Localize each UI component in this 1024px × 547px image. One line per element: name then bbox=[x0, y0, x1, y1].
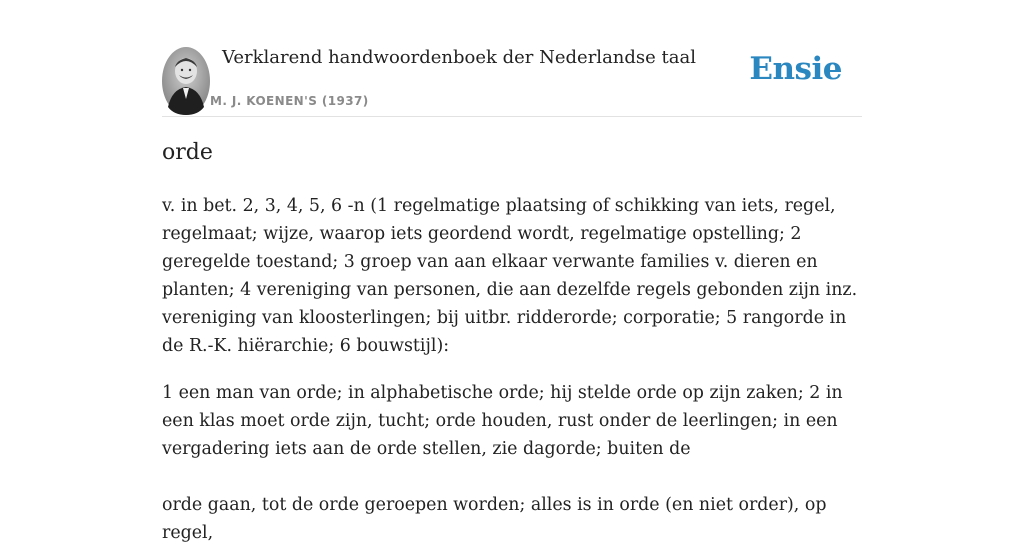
dictionary-title: Verklarend handwoordenboek der Nederlandse taal bbox=[222, 47, 696, 68]
dictionary-author: M. J. KOENEN'S (1937) bbox=[210, 94, 369, 108]
brand-logo-link[interactable]: Ensie bbox=[749, 51, 842, 87]
entry-examples-continued: orde gaan, tot de orde geroepen worden; alles is in orde (en niet order), op regel, bbox=[162, 495, 827, 543]
entry-definition-paragraph: v. in bet. 2, 3, 4, 5, 6 -n (1 regelmatige plaatsing of schikking van iets, regel, regelmaat; wijze, waarop iets geordend wordt, regelmatige opstelling; 2 geregelde toestand; 3 groep van aan elkaar verwante families v. dieren en planten; 4 vereniging van personen, die aan dezelfde regels gebonden zijn inz. vereniging van kloosterlingen; bij uitbr. ridderorde; corporatie; 5 rangorde in de R.-K. hiërarchie; 6 bouwstijl): bbox=[162, 196, 858, 356]
dictionary-header bbox=[162, 44, 862, 117]
author-portrait-icon bbox=[162, 47, 210, 115]
entry-examples-paragraph bbox=[162, 379, 862, 547]
entry-headword: orde bbox=[162, 140, 213, 165]
entry-examples-text: 1 een man van orde; in alphabetische orde; hij stelde orde op zijn zaken; 2 in een klas moet orde zijn, tucht; orde houden, rust onder de leerlingen; in een vergadering iets aan de orde stellen, zie dagorde; buiten de bbox=[162, 383, 843, 459]
entry-body bbox=[162, 192, 862, 547]
line-gap bbox=[162, 463, 862, 491]
